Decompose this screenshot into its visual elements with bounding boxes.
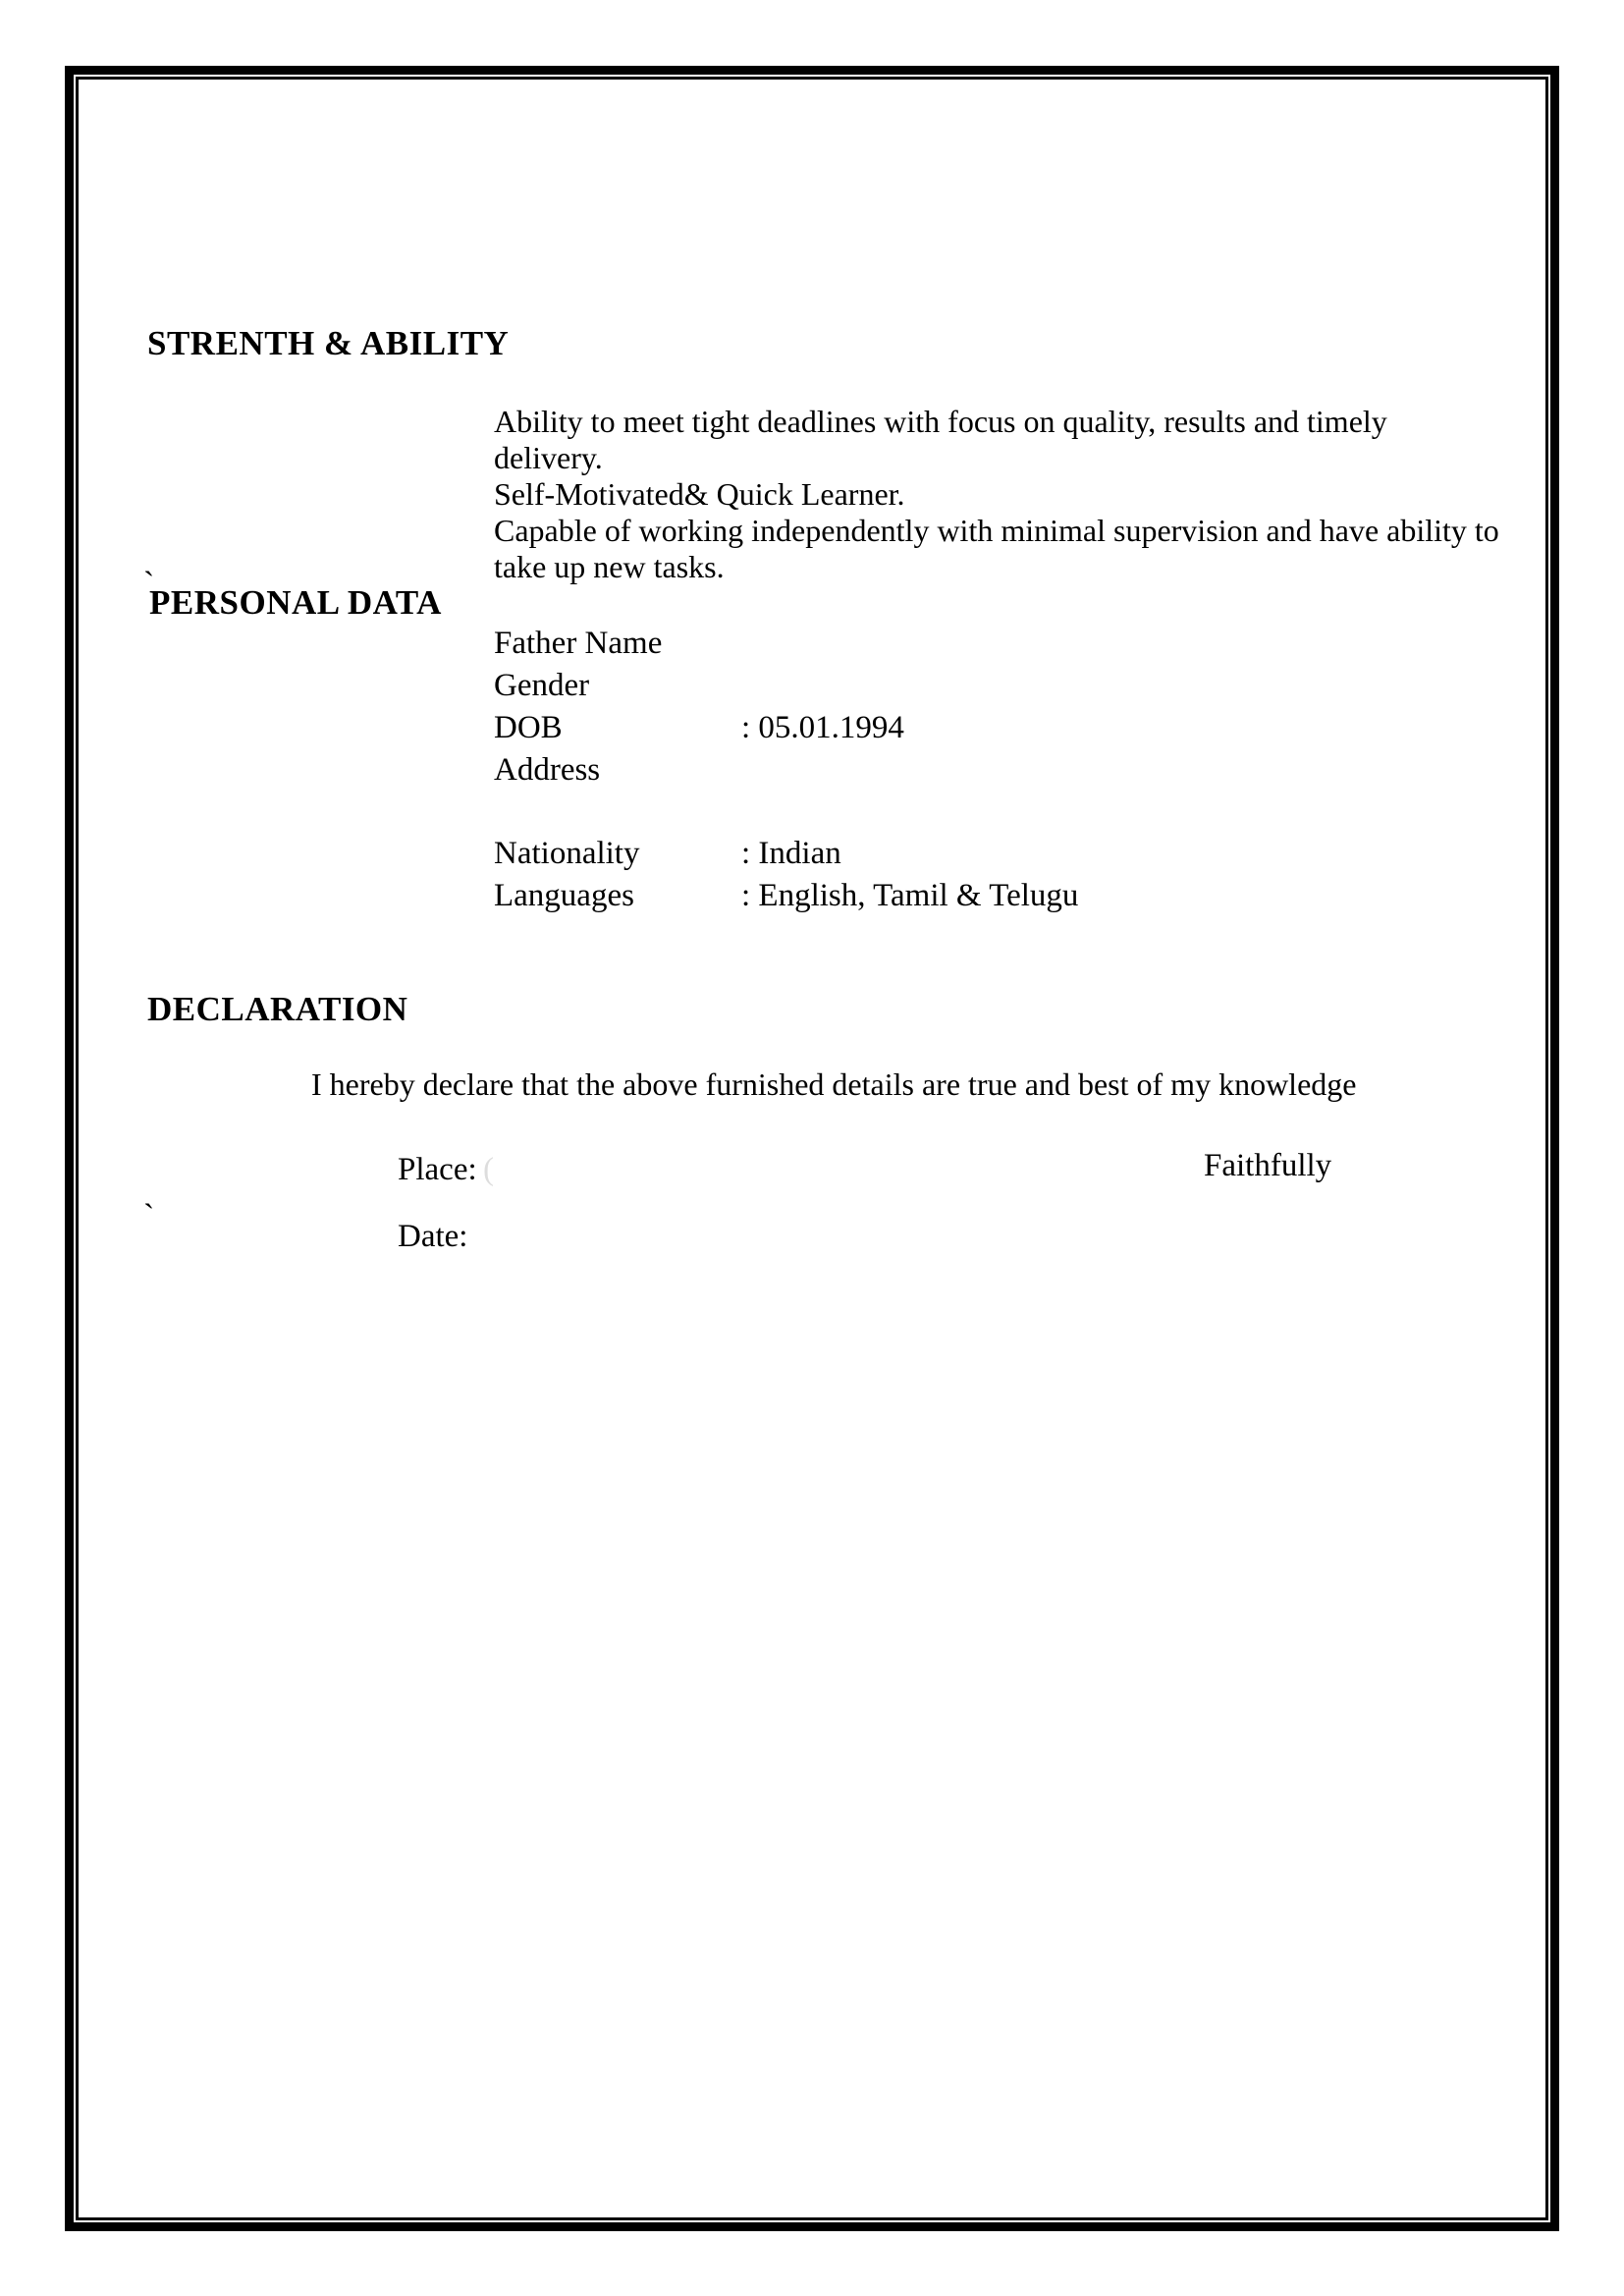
field-value: : English, Tamil & Telugu xyxy=(741,878,1079,913)
field-value: : Indian xyxy=(741,836,841,871)
field-label: Father Name xyxy=(494,626,663,661)
faint-erased-mark: ( xyxy=(483,1152,494,1187)
declaration-statement: I hereby declare that the above furnished details are true and best of my knowledge xyxy=(311,1066,1357,1102)
field-label: DOB xyxy=(494,710,563,745)
field-label: Nationality xyxy=(494,836,640,871)
list-item-text: delivery. xyxy=(494,440,603,475)
strength-ability-heading: STRENTH & ABILITY xyxy=(147,324,510,362)
stray-tick-mark: ` xyxy=(143,1198,155,1234)
personal-data-row xyxy=(447,833,1078,875)
personal-data-row xyxy=(447,623,1078,665)
list-item xyxy=(447,404,1522,476)
personal-data-heading: PERSONAL DATA xyxy=(149,583,442,622)
place-label: Place: xyxy=(398,1152,477,1187)
field-value: : 05.01.1994 xyxy=(741,710,904,745)
date-label: Date: xyxy=(398,1219,468,1254)
list-item xyxy=(447,476,1522,513)
personal-data-row xyxy=(447,875,1078,917)
stray-tick-mark: ` xyxy=(143,566,155,602)
personal-data-row xyxy=(447,665,1078,707)
field-label: Languages xyxy=(494,878,634,913)
faithfully-label: Faithfully xyxy=(1204,1148,1332,1183)
list-item-text: take up new tasks. xyxy=(494,549,725,584)
personal-data-row xyxy=(447,707,1078,749)
page-border-frame xyxy=(65,66,1559,2231)
personal-data-row xyxy=(447,749,1078,792)
list-item-text: Capable of working independently with minimal supervision and have ability to xyxy=(494,513,1499,548)
list-item xyxy=(447,513,1522,585)
personal-data-list xyxy=(447,623,1078,917)
strength-ability-list xyxy=(447,404,1522,585)
list-item-text: Self-Motivated& Quick Learner. xyxy=(494,476,905,512)
field-label: Address xyxy=(494,752,601,788)
list-item-text: Ability to meet tight deadlines with focus on quality, results and timely xyxy=(494,404,1387,439)
declaration-heading: DECLARATION xyxy=(147,990,408,1028)
field-label: Gender xyxy=(494,668,590,703)
